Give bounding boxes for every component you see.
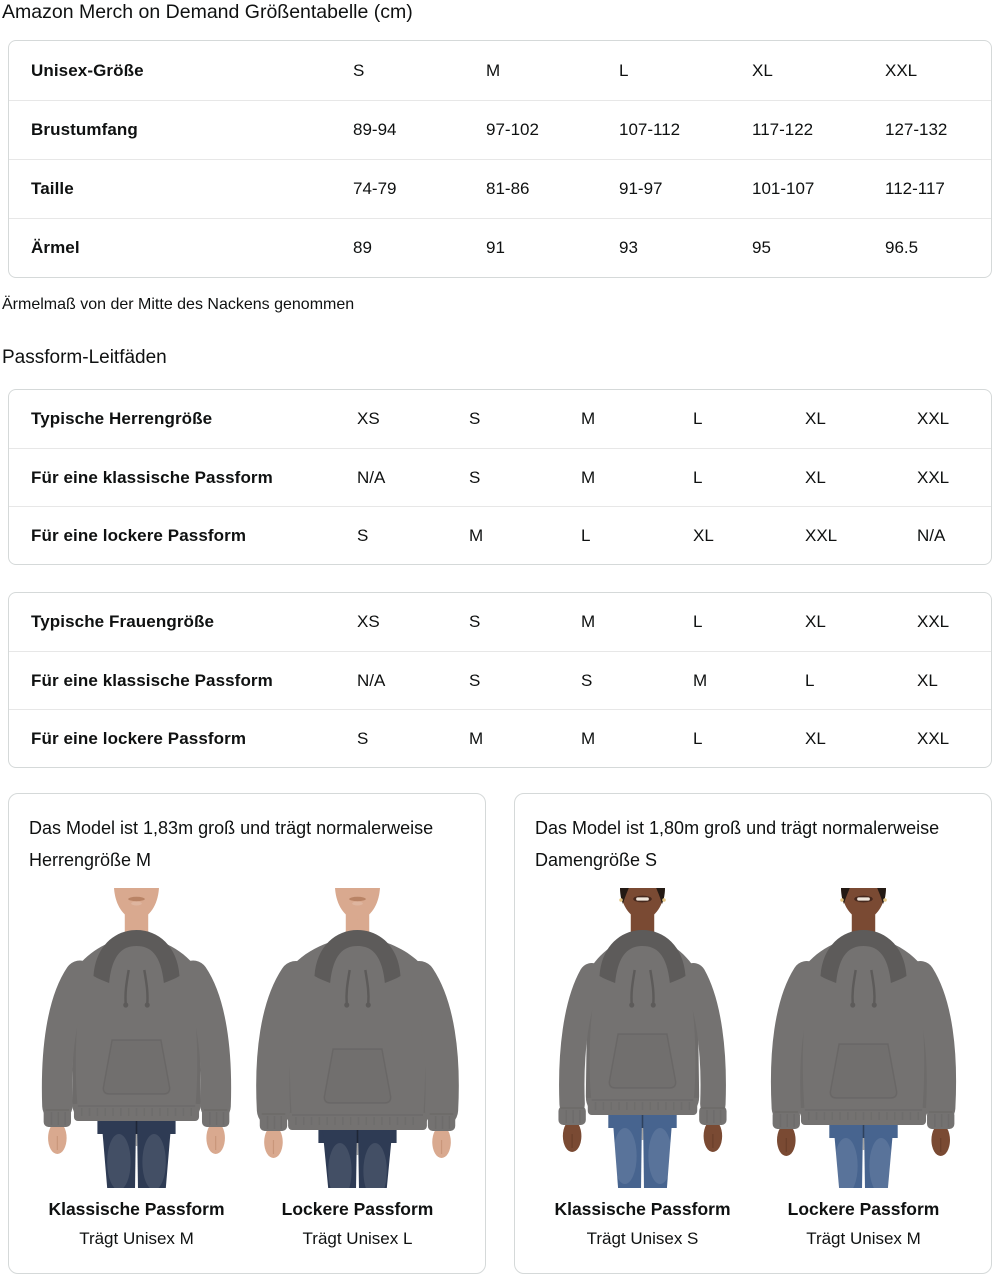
- size-cell: 97-102: [486, 120, 539, 139]
- size-cell: S: [357, 728, 369, 748]
- size-cell: S: [469, 612, 481, 631]
- size-caption: Trägt Unisex M: [79, 1229, 194, 1248]
- size-cell: S: [469, 409, 481, 428]
- size-cell: S: [469, 467, 481, 487]
- table-row: [9, 593, 991, 651]
- size-caption: Trägt Unisex M: [806, 1229, 921, 1248]
- size-cell: N/A: [357, 467, 386, 487]
- size-cell: XL: [917, 670, 938, 690]
- size-cell: 101-107: [752, 179, 815, 198]
- size-cell: XXL: [805, 525, 838, 545]
- size-cell: L: [693, 467, 703, 487]
- unisex-size-table: [8, 40, 992, 278]
- size-cell: L: [805, 670, 815, 690]
- model-figure-loose: [756, 888, 971, 1249]
- size-cell: XXL: [885, 60, 918, 80]
- row-label: Für eine klassische Passform: [31, 467, 273, 487]
- fit-caption: Lockere Passform: [787, 1199, 940, 1219]
- table-row: [9, 448, 991, 506]
- table-row: [9, 100, 991, 159]
- size-cell: 127-132: [885, 120, 948, 139]
- size-cell: XXL: [917, 467, 950, 487]
- women-fit-table: [8, 592, 992, 768]
- size-cell: 89-94: [353, 120, 397, 139]
- size-cell: XL: [752, 60, 773, 80]
- size-cell: L: [693, 728, 703, 748]
- model-cards-row: [8, 793, 992, 1274]
- size-cell: 112-117: [885, 179, 945, 198]
- fit-caption: Klassische Passform: [48, 1199, 225, 1219]
- table-row: [9, 506, 991, 564]
- size-cell: 91: [486, 238, 505, 257]
- size-cell: M: [693, 670, 708, 690]
- model-figure-classic: [535, 888, 750, 1249]
- size-cell: XXL: [917, 409, 950, 428]
- size-caption: Trägt Unisex S: [586, 1229, 699, 1248]
- model-figure-loose: [250, 888, 465, 1249]
- row-label: Ärmel: [31, 238, 80, 257]
- fit-caption: Lockere Passform: [281, 1199, 434, 1219]
- row-label: Typische Frauengröße: [31, 612, 215, 631]
- model-photo-loose-fit: [756, 888, 971, 1188]
- table-header-row: [9, 41, 991, 100]
- table-row: [9, 159, 991, 218]
- size-cell: 95: [752, 238, 771, 257]
- model-photo-classic-fit: [535, 888, 750, 1188]
- size-cell: L: [693, 612, 703, 631]
- size-cell: N/A: [357, 670, 386, 690]
- table-row: [9, 390, 991, 448]
- model-figure-classic: [29, 888, 244, 1249]
- row-label: Unisex-Größe: [31, 60, 144, 80]
- sleeve-measure-note: Ärmelmaß von der Mitte des Nackens genommen: [2, 296, 355, 313]
- size-cell: S: [469, 670, 481, 690]
- page-title: Amazon Merch on Demand Größentabelle (cm): [2, 1, 413, 23]
- size-cell: 96.5: [885, 238, 919, 257]
- size-cell: XL: [805, 467, 826, 487]
- size-cell: M: [469, 728, 484, 748]
- size-cell: M: [581, 467, 596, 487]
- table-row: [9, 651, 991, 709]
- men-fit-table: [8, 389, 992, 565]
- size-cell: 81-86: [486, 179, 530, 198]
- size-cell: XL: [805, 728, 826, 748]
- size-cell: 89: [353, 238, 372, 257]
- size-cell: XS: [357, 612, 380, 631]
- size-cell: 107-112: [619, 120, 681, 139]
- size-cell: M: [486, 60, 501, 80]
- row-label: Taille: [31, 179, 74, 198]
- size-cell: XL: [805, 612, 826, 631]
- model-photo-loose-fit: [250, 888, 465, 1188]
- size-cell: S: [581, 670, 593, 690]
- row-label: Für eine lockere Passform: [31, 728, 247, 748]
- men-model-card: [8, 793, 486, 1274]
- size-cell: N/A: [917, 525, 946, 545]
- size-cell: M: [581, 409, 596, 428]
- model-photo-classic-fit: [29, 888, 244, 1188]
- size-cell: L: [619, 60, 629, 80]
- size-cell: XXL: [917, 728, 950, 748]
- size-cell: XL: [693, 525, 714, 545]
- size-cell: L: [693, 409, 703, 428]
- table-row: [9, 218, 991, 277]
- size-cell: M: [581, 612, 596, 631]
- size-cell: 74-79: [353, 179, 397, 198]
- size-cell: 93: [619, 238, 638, 257]
- row-label: Brustumfang: [31, 120, 138, 139]
- size-cell: XXL: [917, 612, 950, 631]
- row-label: Für eine klassische Passform: [31, 670, 273, 690]
- card-heading: Das Model ist 1,80m groß und trägt normalerweise Damengröße S: [535, 818, 940, 870]
- size-cell: 117-122: [752, 120, 814, 139]
- size-cell: XS: [357, 409, 380, 428]
- fit-guides-heading: Passform-Leitfäden: [2, 347, 167, 368]
- table-row: [9, 709, 991, 767]
- model-figures: [535, 888, 971, 1249]
- women-model-card: [514, 793, 992, 1274]
- size-cell: S: [353, 60, 365, 80]
- size-cell: M: [469, 525, 484, 545]
- fit-caption: Klassische Passform: [554, 1199, 731, 1219]
- size-cell: XL: [805, 409, 826, 428]
- card-heading: Das Model ist 1,83m groß und trägt normalerweise Herrengröße M: [29, 818, 434, 870]
- size-cell: L: [581, 525, 591, 545]
- size-cell: 91-97: [619, 179, 663, 198]
- model-figures: [29, 888, 465, 1249]
- size-caption: Trägt Unisex L: [302, 1229, 413, 1248]
- size-cell: M: [581, 728, 596, 748]
- row-label: Für eine lockere Passform: [31, 525, 247, 545]
- size-cell: S: [357, 525, 369, 545]
- row-label: Typische Herrengröße: [31, 409, 213, 428]
